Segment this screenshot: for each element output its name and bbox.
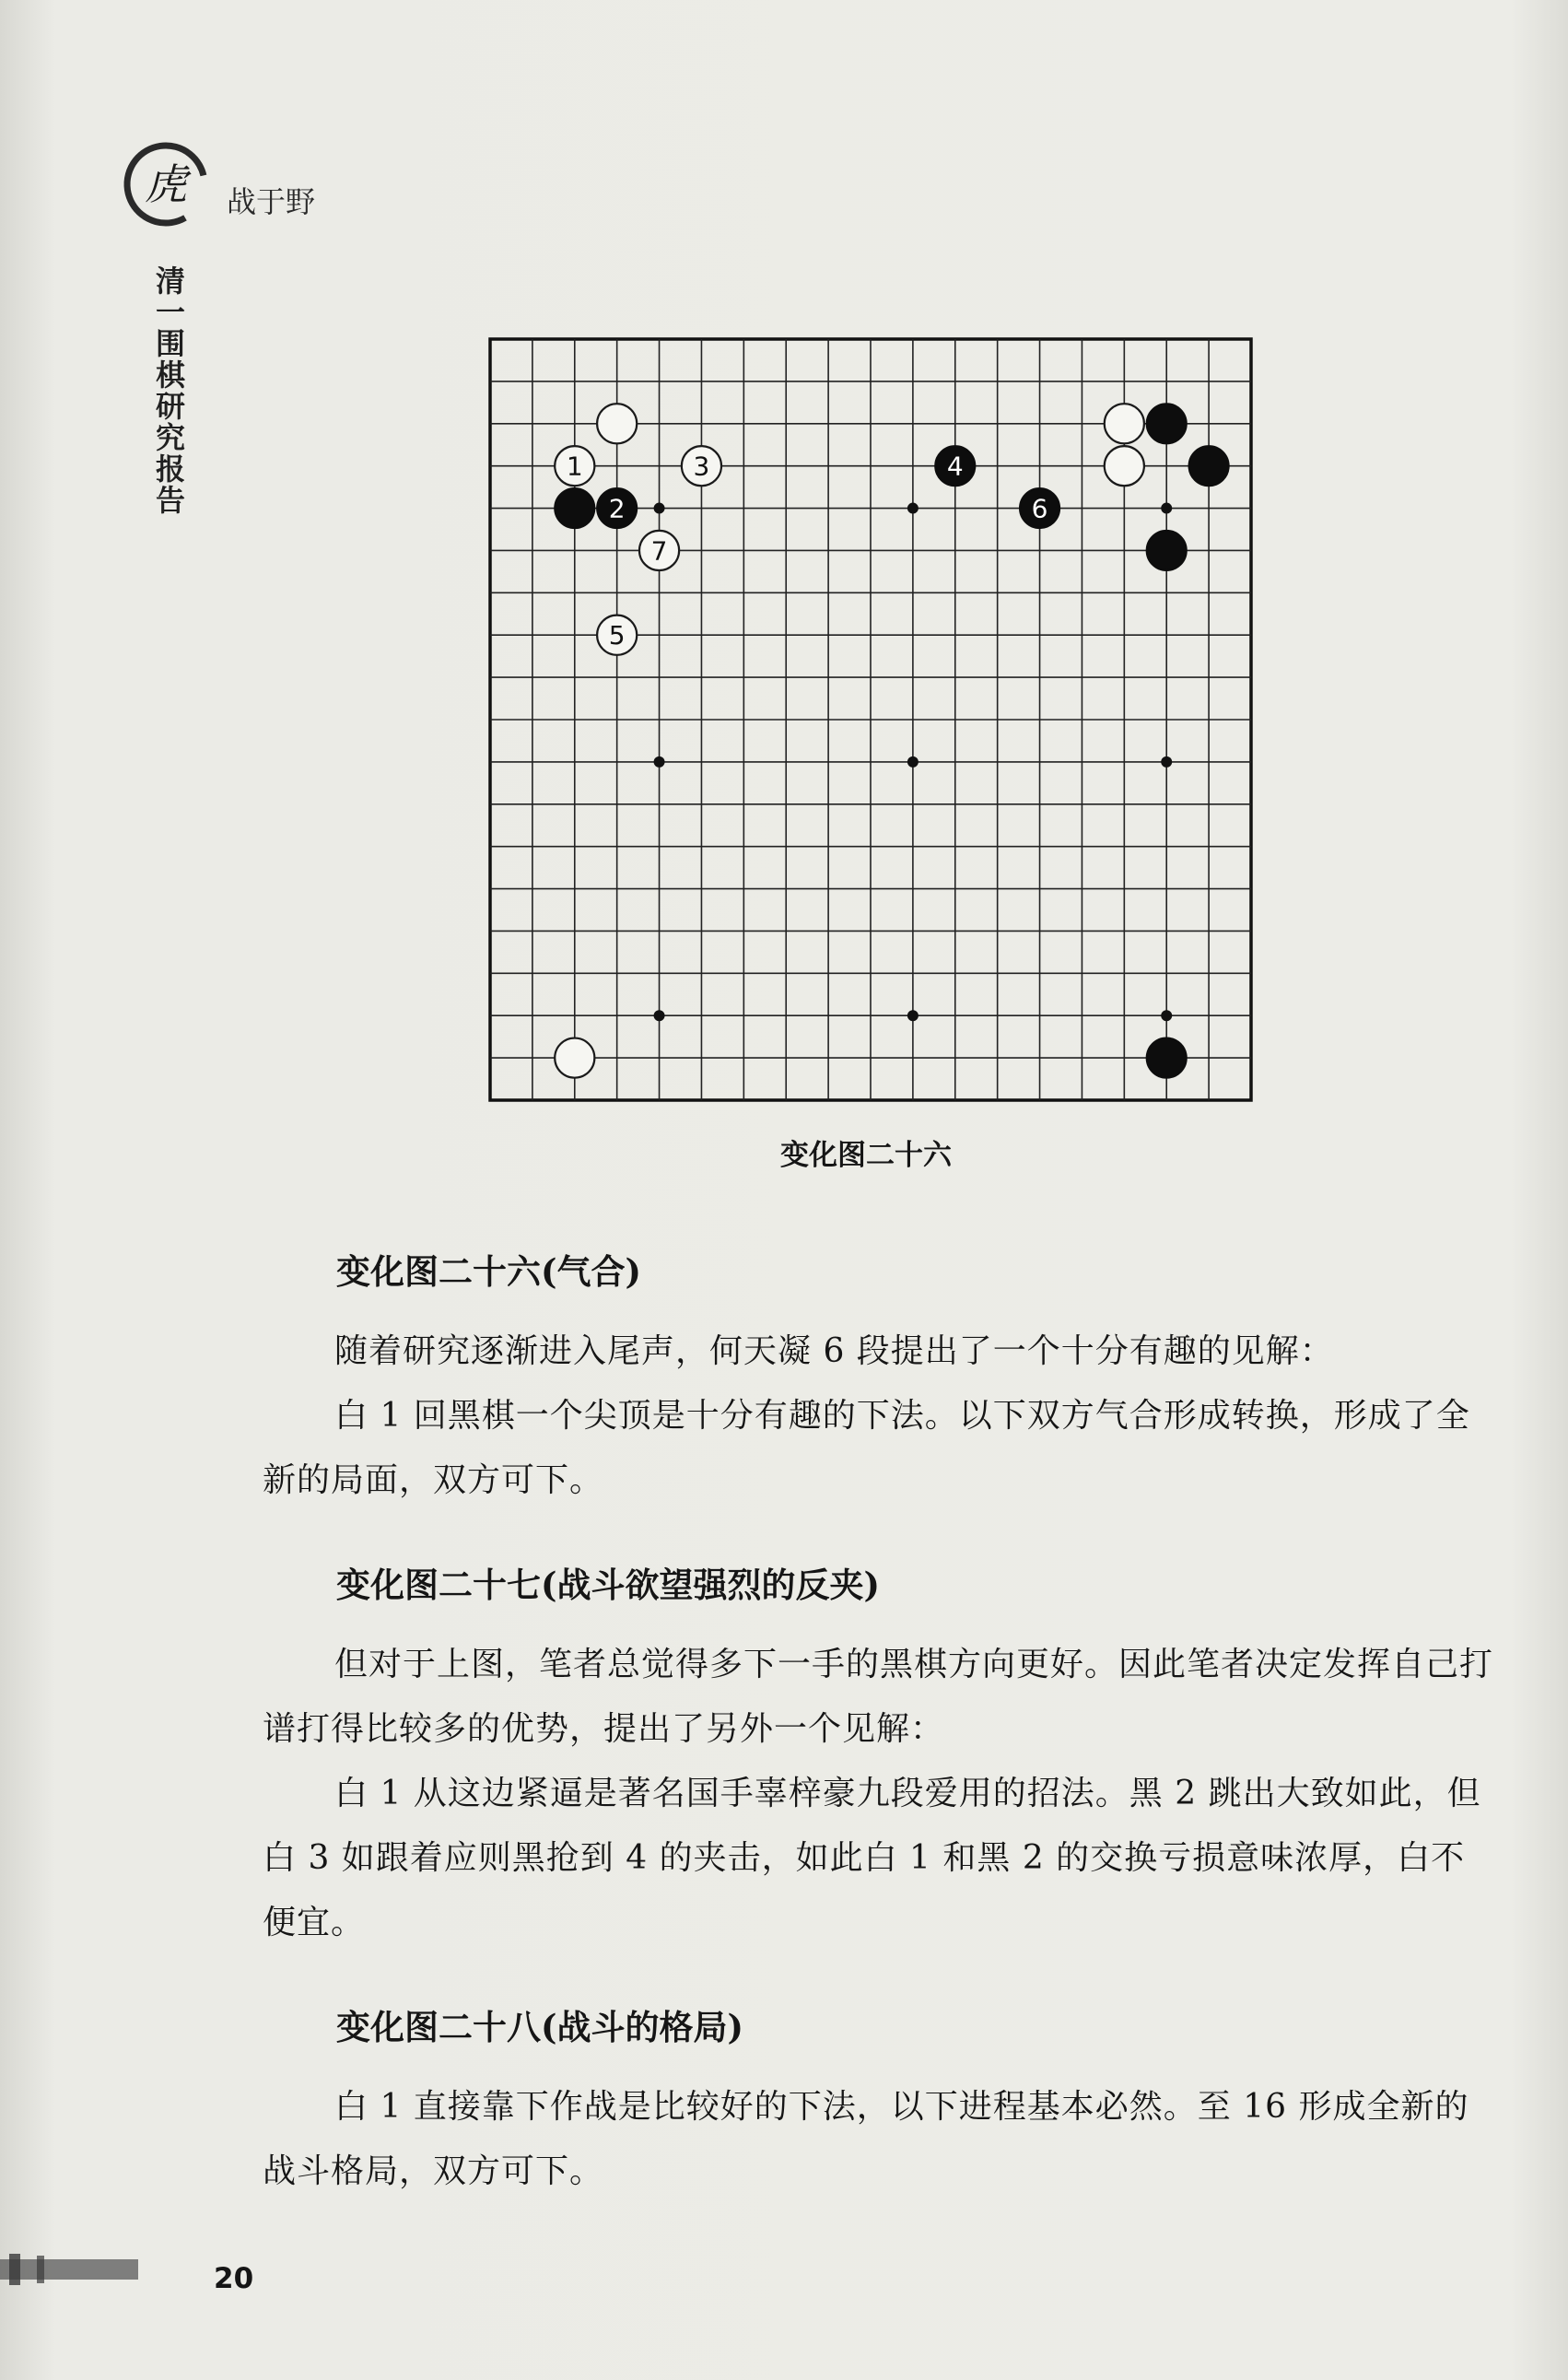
section-variation-27 — [263, 1557, 1497, 1955]
black-stone — [1147, 531, 1187, 570]
black-stone — [555, 488, 594, 528]
paragraph: 白 1 直接靠下作战是比较好的下法，以下进程基本必然。至 16 形成全新的战斗格局，双方可下。 — [263, 2088, 1469, 2190]
white-stone — [1105, 404, 1144, 443]
go-board-diagram — [479, 332, 1262, 1110]
stone-move-number: 2 — [608, 493, 626, 524]
star-point — [654, 756, 665, 768]
paragraph: 白 1 从这边紧逼是著名国手辜梓豪九段爱用的招法。黑 2 跳出大致如此，但白 3 如跟着应则黑抢到 4 的夹击，如此白 1 和黑 2 的交换亏损意味浓厚，白不便宜。 — [263, 1775, 1481, 1941]
stone-move-number: 4 — [946, 451, 964, 482]
section-title: 变化图二十八(战斗的格局) — [336, 2007, 744, 2047]
star-point — [1161, 503, 1172, 514]
decorative-corner-mark — [0, 2250, 166, 2289]
section-variation-28 — [263, 1999, 1497, 2204]
white-stone — [597, 404, 637, 443]
star-point — [654, 503, 665, 514]
paragraph: 白 1 回黑棋一个尖顶是十分有趣的下法。以下双方气合形成转换，形成了全新的局面，双方可下。 — [263, 1397, 1470, 1499]
star-point — [907, 503, 919, 514]
stone-move-number: 7 — [650, 535, 668, 567]
white-stone — [1105, 446, 1144, 486]
black-stone — [1147, 1038, 1187, 1078]
stone-move-number: 6 — [1031, 493, 1048, 524]
section-title: 变化图二十六(气合) — [336, 1251, 642, 1292]
diagram-caption: 变化图二十六 — [780, 1139, 952, 1172]
go-board — [479, 332, 1262, 1110]
black-stone — [1147, 404, 1187, 443]
side-series-title: 清一围棋研究报告 — [151, 265, 186, 516]
star-point — [907, 1010, 919, 1021]
section-variation-26 — [263, 1244, 1497, 1513]
book-logo-icon — [120, 138, 212, 230]
stone-move-number: 1 — [566, 451, 583, 482]
paragraph: 但对于上图，笔者总觉得多下一手的黑棋方向更好。因此笔者决定发挥自己打谱打得比较多的优势，提出了另外一个见解： — [263, 1646, 1494, 1748]
paragraph: 随着研究逐渐进入尾声，何天凝 6 段提出了一个十分有趣的见解： — [334, 1332, 1334, 1370]
book-title: 战于野 — [227, 184, 316, 219]
star-point — [907, 756, 919, 768]
white-stone — [555, 1038, 594, 1078]
section-title: 变化图二十七(战斗欲望强烈的反夹) — [336, 1565, 881, 1605]
black-stone — [1189, 446, 1229, 486]
star-point — [654, 1010, 665, 1021]
stone-move-number: 5 — [608, 620, 626, 651]
star-point — [1161, 1010, 1172, 1021]
stone-move-number: 3 — [693, 451, 710, 482]
page-number: 20 — [214, 2262, 254, 2295]
logo-char: 虎 — [145, 159, 187, 209]
star-point — [1161, 756, 1172, 768]
